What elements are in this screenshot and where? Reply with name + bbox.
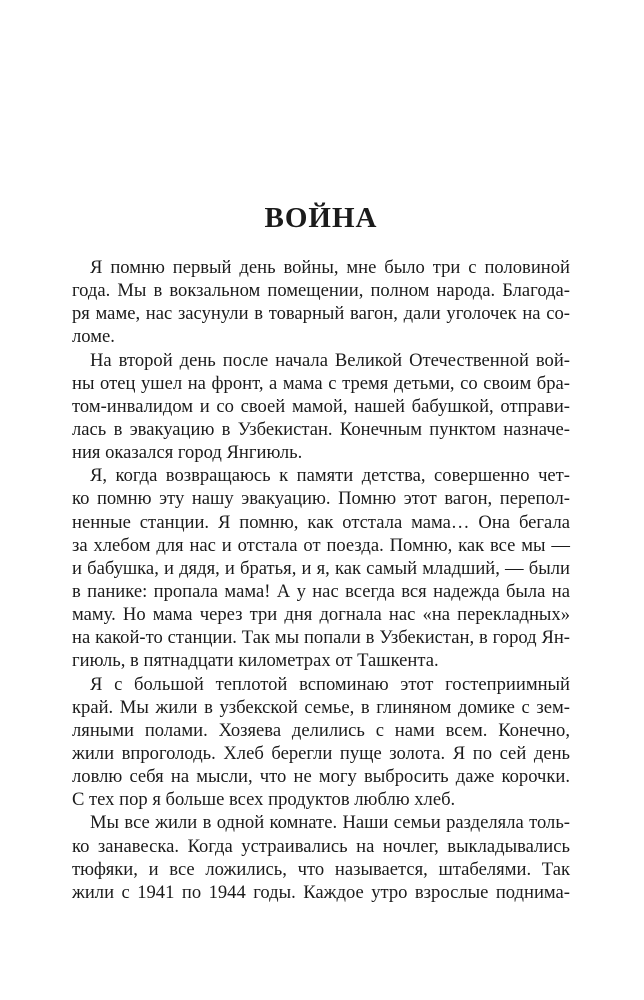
text-line: лась в эвакуацию в Узбекистан. Конечным пунктом назначе- xyxy=(72,418,570,440)
text-line: в панике: пропала мама! А у нас всегда вся надежда была на xyxy=(72,580,570,602)
text-line: край. Мы жили в узбекской семье, в глиняном домике с зем- xyxy=(72,696,570,718)
paragraph xyxy=(72,464,570,672)
text-line: ломе. xyxy=(72,326,115,348)
text-line: года. Мы в вокзальном помещении, полном народа. Благода- xyxy=(72,280,570,302)
text-line: ко занавеска. Когда устраивались на ночлег, выкладывались xyxy=(72,835,570,857)
paragraph xyxy=(72,256,570,349)
text-line: том-инвалидом и со своей мамой, нашей бабушкой, отправи- xyxy=(72,395,570,417)
text-line: тюфяки, и все ложились, что называется, штабелями. Так xyxy=(72,858,570,880)
paragraph xyxy=(72,673,570,812)
text-line: ны отец ушел на фронт, а мама с тремя детьми, со своим бра- xyxy=(72,372,570,394)
text-line: маму. Но мама через три дня догнала нас «на перекладных» xyxy=(72,604,570,626)
text-line: и бабушка, и дядя, и братья, и я, как самый младший, — были xyxy=(72,557,570,579)
text-line: Я помню первый день войны, мне было три с половиной xyxy=(90,257,570,278)
chapter-text xyxy=(72,256,570,904)
text-line: ния оказался город Янгиюль. xyxy=(72,442,303,464)
text-line: гиюль, в пятнадцати километрах от Ташкента. xyxy=(72,650,439,672)
paragraph xyxy=(72,811,570,904)
text-line: жили с 1941 по 1944 годы. Каждое утро взрослые поднима- xyxy=(72,881,570,903)
text-line: Я, когда возвращаюсь к памяти детства, совершенно чет- xyxy=(90,465,570,487)
paragraph xyxy=(72,349,570,465)
chapter-title: ВОЙНА xyxy=(264,202,378,234)
text-line: ря маме, нас засунули в товарный вагон, дали уголочек на со- xyxy=(72,303,570,325)
text-line: Я с большой теплотой вспоминаю этот гостеприимный xyxy=(90,673,570,695)
text-line: ко помню эту нашу эвакуацию. Помню этот вагон, перепол- xyxy=(72,488,570,510)
text-line: на какой-то станции. Так мы попали в Узбекистан, в город Ян- xyxy=(72,627,570,649)
text-line: ловлю себя на мысли, что не могу выбросить даже корочки. xyxy=(72,766,570,788)
text-line: ненные станции. Я помню, как отстала мама… Она бегала xyxy=(72,511,570,533)
text-line: Мы все жили в одной комнате. Наши семьи разделяла толь- xyxy=(90,812,570,834)
text-line: На второй день после начала Великой Отечественной вой- xyxy=(90,349,570,371)
text-line: жили впроголодь. Хлеб берегли пуще золота. Я по сей день xyxy=(72,742,570,764)
text-line: ляными полами. Хозяева делились с нами всем. Конечно, xyxy=(72,719,570,741)
text-line: за хлебом для нас и отстала от поезда. Помню, как все мы — xyxy=(72,534,570,556)
text-line: С тех пор я больше всех продуктов люблю хлеб. xyxy=(72,789,456,811)
